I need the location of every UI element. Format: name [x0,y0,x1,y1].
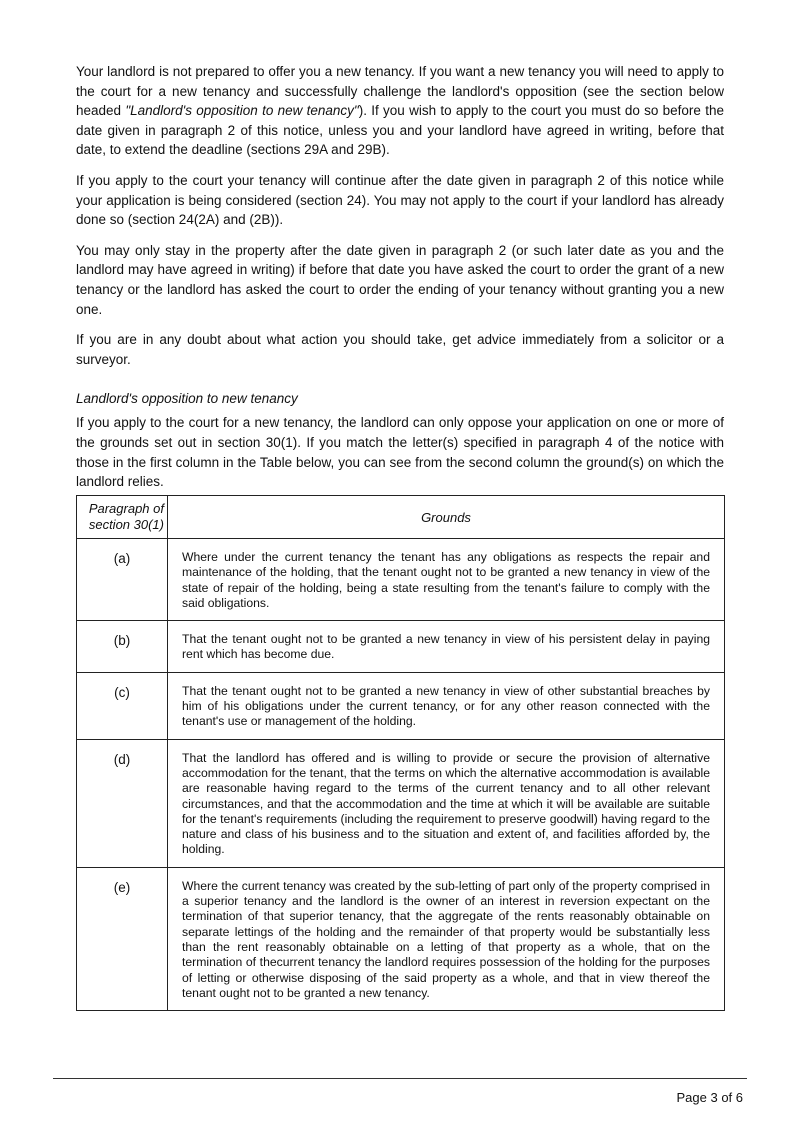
ground-letter: (a) [77,539,168,621]
header-grounds: Grounds [168,496,725,539]
ground-text: Where under the current tenancy the tenant has any obligations as respects the repair and maintenance of the holding, that the tenant ought not to be granted a new tenancy in view of the state of repair of the holding, being a state resulting from the tenant's failure to comply with the said obligations. [168,539,725,621]
paragraph-no-offer-part2: ). If you wish to apply to the court you must do so before the date given in paragraph 2 of this notice, unless you and your landlord have agreed in writing, before that date, to extend the deadline (sections 29A and 29B). [76,103,724,158]
header-paragraph [77,496,168,539]
paragraph-stay-in-property: You may only stay in the property after the date given in paragraph 2 (or such later date as you and the landlord may have agreed in writing) if before that date you have asked the court to order the grant of a new tenancy or the landlord has asked the court to order the ending of your tenancy without granting you a new one. [76,242,724,317]
ground-letter: (c) [77,672,168,739]
table-row [77,867,725,1010]
paragraph-tenancy-continues: If you apply to the court your tenancy will continue after the date given in paragraph 2 of this notice while your application is being considered (section 24). You may not apply to the court if your landlord has already done so (section 24(2A) and (2B)). [76,172,724,228]
table-row [77,621,725,673]
page-number: Page 3 of 6 [676,1090,743,1105]
header-paragraph-line2: section 30(1) [88,517,164,532]
section-heading: Landlord's opposition to new tenancy [76,391,298,407]
ground-text: That the tenant ought not to be granted a new tenancy in view of other substantial breaches by him of his obligations under the current tenancy, or for any other reason connected with the tenant's use or management of the holding. [168,672,725,739]
paragraph-no-offer [76,62,724,160]
table-row [77,739,725,867]
ground-letter: (b) [77,621,168,673]
paragraph-no-offer-part1: Your landlord is not prepared to offer you a new tenancy. If you want a new tenancy you will need to apply to the court for a new tenancy and successfully challenge the landlord's opposition (see the section below headed [76,64,724,119]
ground-text: Where the current tenancy was created by the sub-letting of part only of the property comprised in a superior tenancy and the landlord is the owner of an interest in reversion expectant on the termination of that superior tenancy, that the aggregate of the rents reasonably obtainable on separate lettings of the holding and the remainder of that property would be substantially less than the rent reasonably obtainable on a letting of that property as a whole, that on the termination of thecurrent tenancy the landlord requires possession of the holding for the purposes of letting or otherwise disposing of the said property as a whole, and that in view thereof the tenant ought not to be granted a new tenancy. [168,867,725,1010]
ground-letter: (e) [77,867,168,1010]
grounds-table [76,495,725,1011]
table-row [77,672,725,739]
section-intro: If you apply to the court for a new tenancy, the landlord can only oppose your application on one or more of the grounds set out in section 30(1). If you match the letter(s) specified in paragraph 4 of the notice with those in the first column in the Table below, you can see from the second column the ground(s) on which the landlord relies. [76,415,724,490]
header-paragraph-line1: Paragraph of [88,501,164,516]
table-row [77,539,725,621]
ground-text: That the tenant ought not to be granted a new tenancy in view of his persistent delay in paying rent which has become due. [168,621,725,673]
ground-letter: (d) [77,739,168,867]
paragraph-advice: If you are in any doubt about what action you should take, get advice immediately from a solicitor or a surveyor. [76,332,724,367]
footer-divider [53,1078,747,1079]
table-header-row [77,496,725,539]
notice-body [76,62,724,503]
section-reference: "Landlord's opposition to new tenancy" [125,103,359,119]
ground-text: That the landlord has offered and is willing to provide or secure the provision of alternative accommodation for the tenant, that the terms on which the alternative accommodation is available are reasonable having regard to the terms of the current tenancy and to all other relevant circumstances, and that the accommodation and the time at which it will be available are suitable for the tenant's requirements (including the requirement to preserve goodwill) having regard to the nature and class of his business and to the situation and extent of, and facilities afforded by, the holding. [168,739,725,867]
